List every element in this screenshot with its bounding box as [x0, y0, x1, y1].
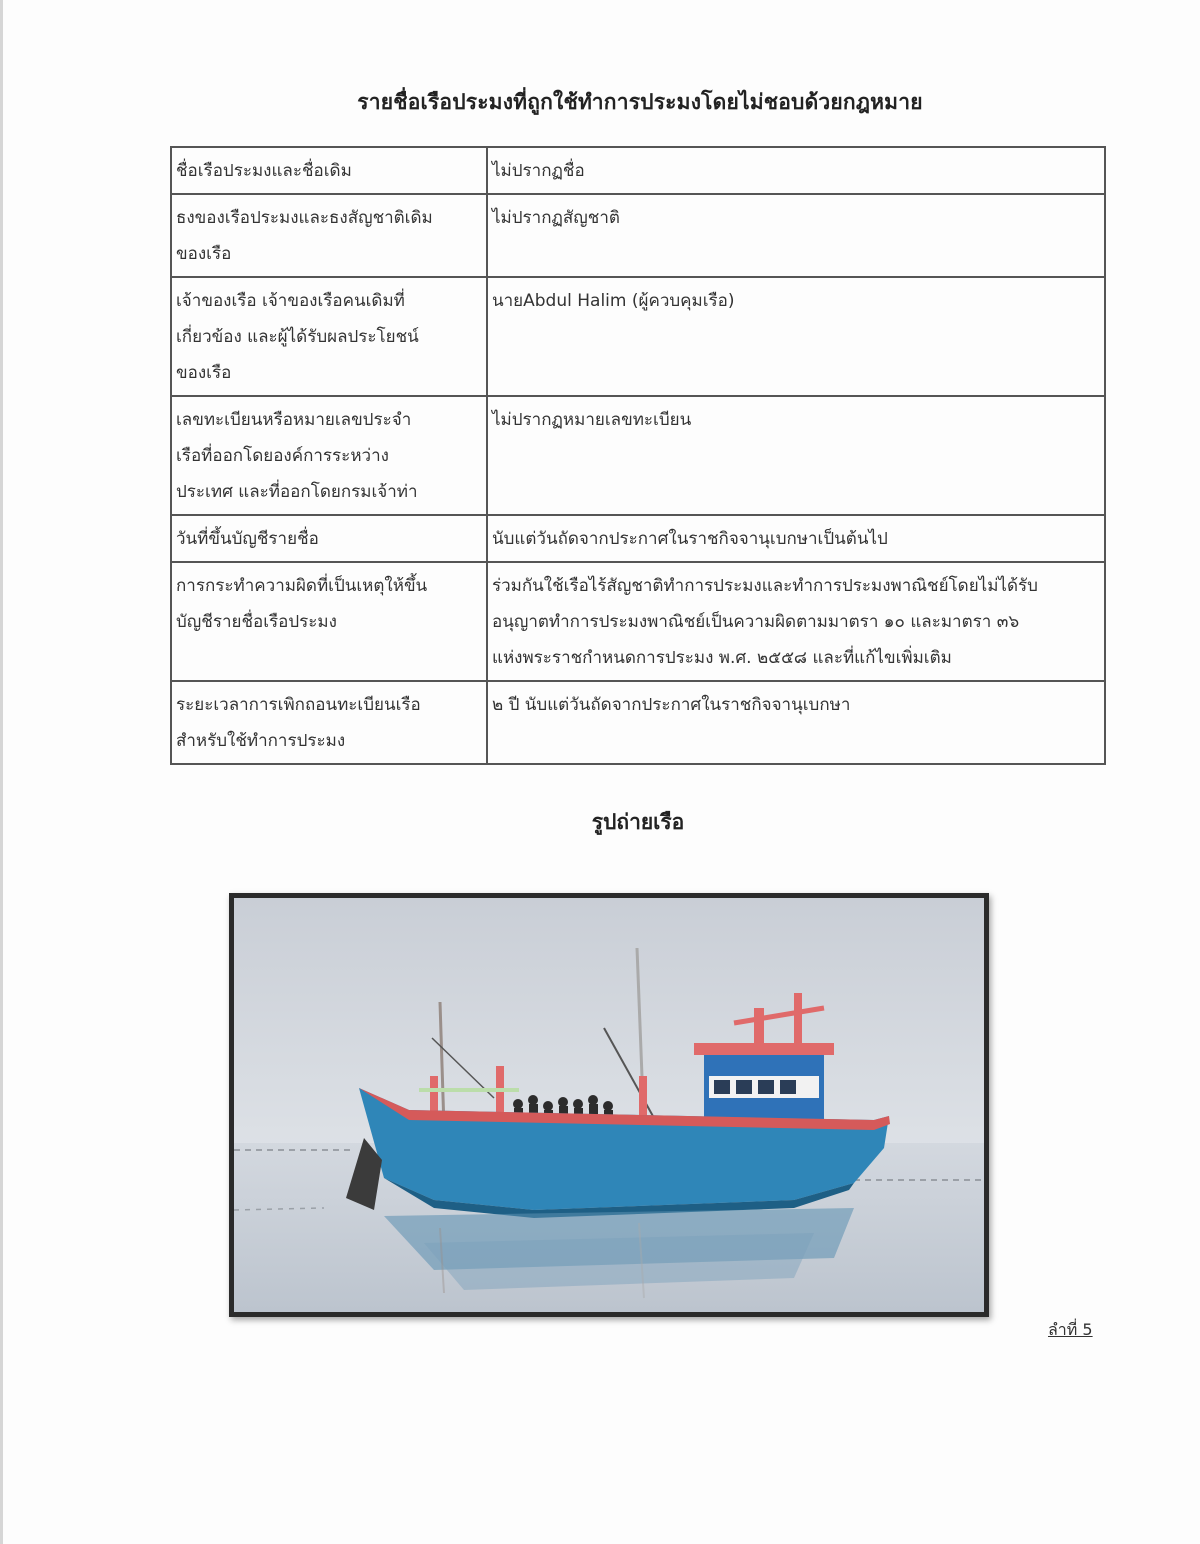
row-label: เลขทะเบียนหรือหมายเลขประจำ เรือที่ออกโดยองค์การระหว่าง ประเทศ และที่ออกโดยกรมเจ้าท่า [171, 396, 487, 515]
row-value: ไม่ปรากฏชื่อ [487, 147, 1105, 194]
table-row [171, 681, 1105, 764]
row-value: ๒ ปี นับแต่วันถัดจากประกาศในราชกิจจานุเบกษา [487, 681, 1105, 764]
vessel-info-table [170, 146, 1106, 765]
row-label: ระยะเวลาการเพิกถอนทะเบียนเรือ สำหรับใช้ทำการประมง [171, 681, 487, 764]
row-value: นายAbdul Halim (ผู้ควบคุมเรือ) [487, 277, 1105, 396]
vessel-photo [229, 893, 989, 1317]
photo-heading: รูปถ่ายเรือ [591, 810, 685, 834]
table-row [171, 147, 1105, 194]
row-label: วันที่ขึ้นบัญชีรายชื่อ [171, 515, 487, 562]
fishing-boat-illustration [234, 898, 984, 1312]
row-label: เจ้าของเรือ เจ้าของเรือคนเดิมที่ เกี่ยวข้อง และผู้ได้รับผลประโยชน์ ของเรือ [171, 277, 487, 396]
row-value: ไม่ปรากฏสัญชาติ [487, 194, 1105, 277]
table-row [171, 194, 1105, 277]
table-row [171, 277, 1105, 396]
row-value: ร่วมกันใช้เรือไร้สัญชาติทำการประมงและทำการประมงพาณิชย์โดยไม่ได้รับ อนุญาตทำการประมงพาณิชย์เป็นความผิดตามมาตรา ๑๐ และมาตรา ๓๖ แห่งพระราชกำหนดการประมง พ.ศ. ๒๕๕๘ และที่แก้ไขเพิ่มเติม [487, 562, 1105, 681]
row-label: ธงของเรือประมงและธงสัญชาติเดิม ของเรือ [171, 194, 487, 277]
table-row [171, 515, 1105, 562]
row-value: ไม่ปรากฏหมายเลขทะเบียน [487, 396, 1105, 515]
table-row [171, 396, 1105, 515]
row-label: ชื่อเรือประมงและชื่อเดิม [171, 147, 487, 194]
table-row [171, 562, 1105, 681]
row-value: นับแต่วันถัดจากประกาศในราชกิจจานุเบกษาเป็นต้นไป [487, 515, 1105, 562]
page-edge [0, 0, 3, 1544]
document-title: รายชื่อเรือประมงที่ถูกใช้ทำการประมงโดยไม่ชอบด้วยกฎหมาย [357, 90, 923, 114]
row-label: การกระทำความผิดที่เป็นเหตุให้ขึ้น บัญชีรายชื่อเรือประมง [171, 562, 487, 681]
page-number: ลำที่ 5 [1048, 1320, 1093, 1339]
